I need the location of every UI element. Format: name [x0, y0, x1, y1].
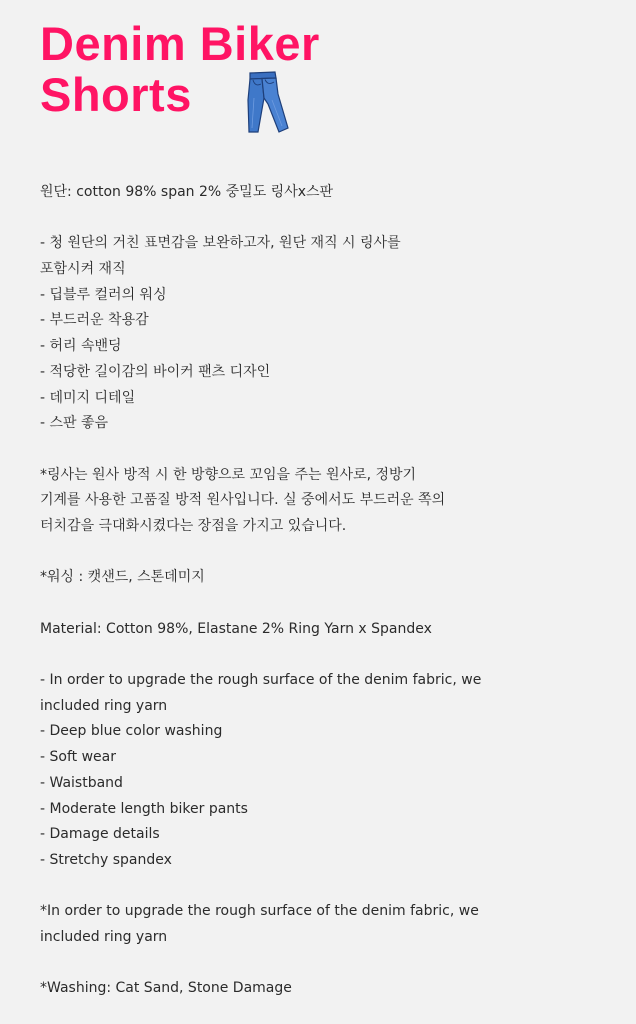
- korean-feature: - 적당한 길이감의 바이커 팬츠 디자인: [40, 363, 271, 380]
- english-feature: - Waistband: [40, 774, 123, 791]
- korean-feature: - 청 원단의 거친 표면감을 보완하고자, 원단 재직 시 링사를: [40, 235, 401, 252]
- korean-washing: *워싱 : 캣샌드, 스톤데미지: [40, 569, 205, 586]
- english-feature: - In order to upgrade the rough surface of the denim fabric, we: [40, 672, 482, 689]
- korean-feature: 포함시켜 재직: [40, 261, 126, 278]
- english-washing: *Washing: Cat Sand, Stone Damage: [40, 980, 292, 997]
- english-feature: - Stretchy spandex: [40, 851, 172, 868]
- korean-feature: - 딥블루 컬러의 워싱: [40, 286, 167, 303]
- korean-feature: - 부드러운 착용감: [40, 312, 149, 329]
- english-feature: - Damage details: [40, 826, 160, 843]
- korean-feature: - 데미지 디테일: [40, 389, 136, 406]
- english-material: Material: Cotton 98%, Elastane 2% Ring Yarn x Spandex: [40, 620, 432, 637]
- description-body: [40, 180, 600, 1002]
- english-note: *In order to upgrade the rough surface of the denim fabric, we: [40, 903, 479, 920]
- korean-note: 기계를 사용한 고품질 방적 원사입니다. 실 중에서도 부드러운 쪽의: [40, 492, 446, 509]
- english-feature: - Soft wear: [40, 749, 116, 766]
- korean-feature: - 스판 좋음: [40, 415, 109, 432]
- english-feature: - Deep blue color washing: [40, 723, 223, 740]
- title-line-1: Denim Biker: [40, 17, 320, 70]
- korean-note: 터치감을 극대화시켰다는 장점을 가지고 있습니다.: [40, 517, 347, 534]
- title-line-2: Shorts: [40, 68, 192, 121]
- korean-note: *링사는 원사 방적 시 한 방향으로 꼬임을 주는 원사로, 정방기: [40, 466, 417, 483]
- english-feature: - Moderate length biker pants: [40, 800, 248, 817]
- english-note: included ring yarn: [40, 928, 168, 945]
- korean-feature: - 허리 속밴딩: [40, 338, 122, 355]
- jeans-icon: [242, 70, 290, 136]
- english-feature: included ring yarn: [40, 697, 168, 714]
- korean-material: 원단: cotton 98% span 2% 중밀도 링사x스판: [40, 184, 334, 200]
